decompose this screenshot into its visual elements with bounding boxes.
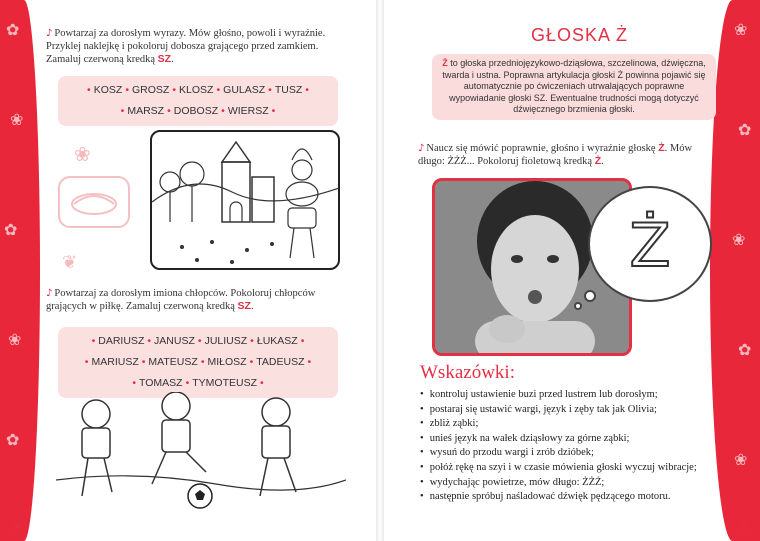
tip-item: • kontroluj ustawienie buzi przed lustrem lub dorosłym; [420,388,720,403]
instruction-z: ♪ Naucz się mówić poprawnie, głośno i wyraźnie głoskę Ż. Mów długo: ŻŻŻ... Pokoloruj fioletową kredką Ż. [418,142,693,167]
word: JULIUSZ [204,335,248,347]
word: TUSZ [274,84,303,96]
word: JANUSZ [154,335,195,347]
bullet-icon: • [221,105,225,117]
tip-item: • wydychając powietrze, mów długo: ŻŻŻ; [420,476,720,491]
boys-football-picture [56,392,346,514]
page-number-left: 34 [10,521,21,531]
word: DARIUSZ [98,335,145,347]
word-row [64,80,332,101]
bullet-icon: • [147,335,152,347]
word: WIERSZ [227,105,269,117]
flower-icon: ❀ [734,20,748,39]
bullet-icon: • [200,356,205,368]
bullet-icon: • [167,105,171,117]
word: GULASZ [223,84,266,96]
bullet-icon: • [141,356,146,368]
page-title: GŁOSKA Ż [531,25,629,45]
flower-icon: ✿ [738,120,752,139]
cloud-bubble [584,290,596,302]
cloud-letter: Ż [629,211,671,281]
bullet-icon: • [249,356,254,368]
sticker-placeholder [58,176,130,228]
info-box: Ż to głoska przedniojęzykowo-dziąsłowa, szczelinowa, dźwięczna, twarda i ustna. Poprawna artykulacja głoski Ż powinna pojawić się automatycznie po ćwiczeniach utrwalających poprawne wypowiadanie głoski SZ. Ewentualne trudności mogą dotyczyć dźwięcznego brzmienia głoski. [432,54,716,120]
word: TYMOTEUSZ [192,377,257,389]
word: KOSZ [93,84,123,96]
flower-icon: ❀ [734,450,748,469]
music-note-icon: ♪ [418,143,425,154]
bullet-icon: • [132,377,136,389]
tip-item: • postaraj się ustawić wargi, język i zęby tak jak Olivia; [420,403,720,418]
word: DOBOSZ [173,105,219,117]
tips-heading: Wskazówki: [420,362,515,383]
word: MARIUSZ [91,356,139,368]
flower-icon: ❀ [8,330,22,349]
bullet-icon: • [120,105,125,117]
bullet-icon: • [216,84,221,96]
tip-item: • unieś język na wałek dziąsłowy za górne ząbki; [420,432,720,447]
word: MATEUSZ [148,356,198,368]
names-box-sz [58,327,338,398]
flower-icon: ❀ [74,142,91,166]
sticker-outline-icon [60,178,128,226]
bullet-icon: • [300,335,305,347]
tip-item: • następnie spróbuj naśladować dźwięk pędzącego motoru. [420,490,720,505]
leaf-icon: ❦ [62,252,78,273]
word: ŁUKASZ [256,335,298,347]
flower-icon: ❀ [732,230,746,249]
word: KLOSZ [179,84,214,96]
music-note-icon: ♪ [46,288,53,299]
flower-icon: ✿ [738,340,752,359]
book-gutter [376,0,384,541]
tip-item: • zbliż ząbki; [420,417,720,432]
flower-icon: ✿ [6,430,20,449]
bullet-icon: • [271,105,276,117]
tip-item: • wysuń do przodu wargi i zrób dzióbek; [420,446,720,461]
word-box-sz [58,76,338,126]
page-number-right: 35 [740,521,751,531]
tips-list [420,388,720,505]
bullet-icon: • [307,356,312,368]
flower-icon: ✿ [6,20,20,39]
bullet-icon: • [87,84,91,96]
bullet-icon: • [84,356,89,368]
bullet-icon: • [185,377,190,389]
bullet-icon: • [125,84,129,96]
tip-item: • połóż rękę na szyi i w czasie mówienia głoski wyczuj wibracje; [420,461,720,476]
bullet-icon: • [260,377,264,389]
bullet-icon: • [172,84,177,96]
music-note-icon: ♪ [46,28,53,39]
word: TOMASZ [139,377,183,389]
word-row [64,101,332,122]
left-red-border [0,0,40,541]
bullet-icon: • [305,84,309,96]
word: GROSZ [132,84,170,96]
bullet-icon: • [197,335,202,347]
bullet-icon: • [250,335,254,347]
word: TADEUSZ [256,356,305,368]
football-illustration [56,392,346,514]
instruction-names: ♪ Powtarzaj za dorosłym imiona chłopców. Pokoloruj chłopców grających w piłkę. Zamaluj czerwoną kredką SZ. [46,288,316,312]
word-row [64,331,332,352]
drummer-castle-picture [150,130,340,270]
cloud-bubble [574,302,582,310]
flower-icon: ✿ [4,220,18,239]
word: MARSZ [127,105,165,117]
word-row [64,373,332,394]
word: MIŁOSZ [207,356,247,368]
flower-icon: ❀ [10,110,24,129]
instruction-words-sz: ♪ Powtarzaj za dorosłym wyrazy. Mów głośno, powoli i wyraźnie. Przyklej naklejkę i pokoloruj dobosza grającego przed zamkiem. Zamaluj czerwoną kredką SZ. [46,28,326,65]
word-row [64,352,332,373]
drummer-illustration [152,132,340,270]
bullet-icon: • [268,84,272,96]
bullet-icon: • [91,335,96,347]
